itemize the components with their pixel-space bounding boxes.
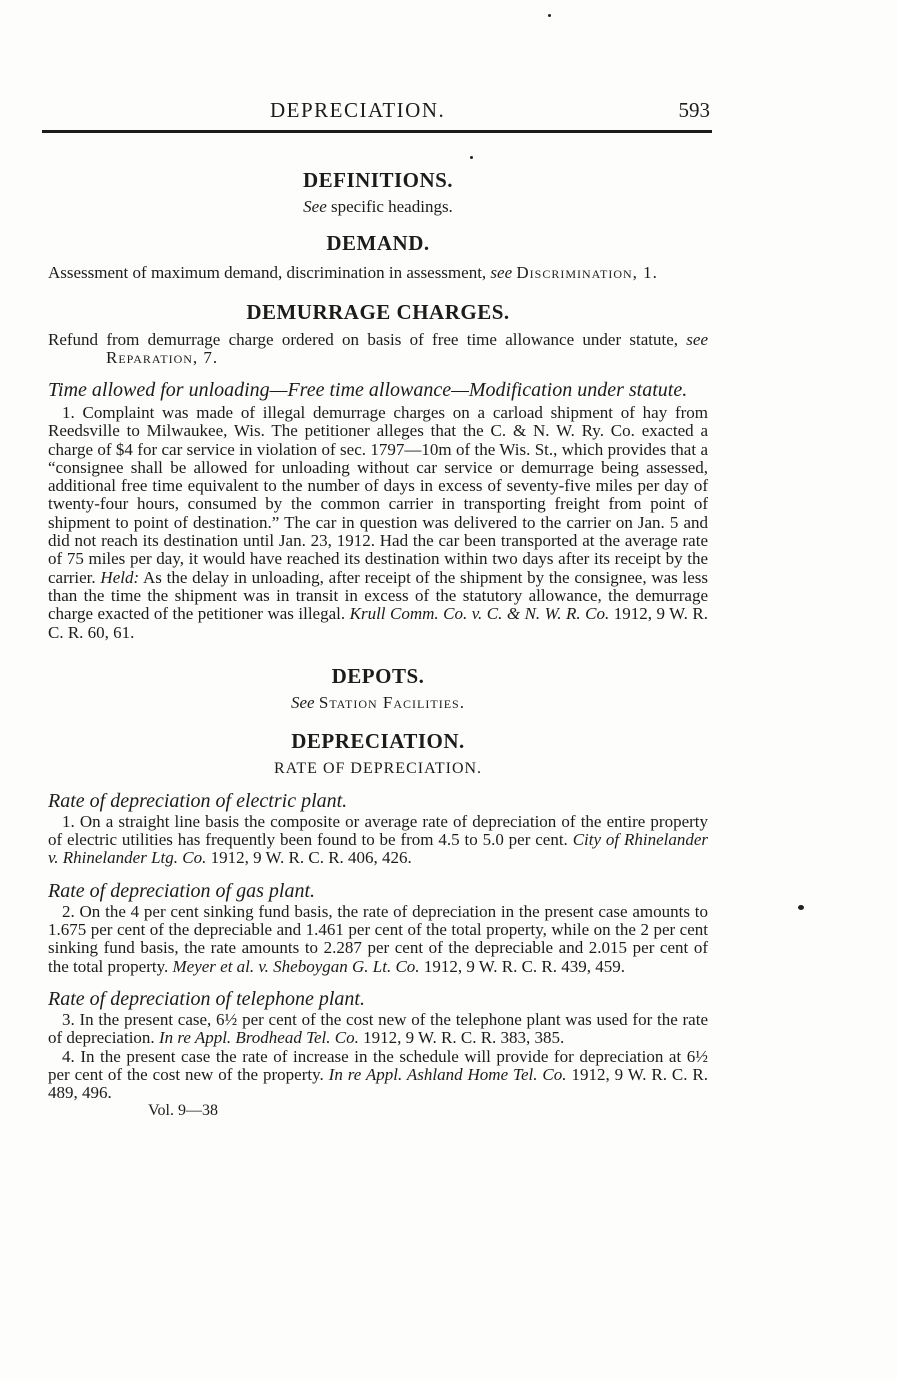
citation-reporter: 1912, 9 W. R. C. R. 406, 426.	[210, 848, 412, 868]
depots-heading: DEPOTS.	[331, 663, 425, 688]
held-text: As the delay in unloading, after receipt of the shipment by the consignee, was less than the time the shipment was in transit in excess of the statutory allowance, the demurrage charge exacted of the petitioner was illegal.	[48, 567, 709, 624]
depreciation-topic-telephone: Rate of depreciation of telephone plant.	[48, 987, 365, 1010]
demand-entry	[48, 264, 708, 282]
citation-case: Meyer et al. v. Sheboygan G. Lt. Co.	[172, 956, 420, 976]
demand-heading: DEMAND.	[326, 231, 430, 255]
depots-crossref-ref: Station Facilities.	[318, 692, 465, 712]
demurrage-paragraph-body: 1. Complaint was made of illegal demurrage charges on a carload shipment of hay from Reedsville to Milwaukee, Wis. The petitioner alleges that the C. & N. W. Ry. Co. exacted a charge of $4 for car service in violation of sec. 1797—10m of the Wis. St., which provides that a “consignee shall be allowed for unloading without car service or demurrage being assessed, additional free time equivalent to the number of days in excess of seventy-five miles per day of twenty-four hours, consumed by the common carrier in transporting freight from point of shipment to point of destination.” The car in question was delivered to the carrier on Jan. 5 and did not reach its destination until Jan. 23, 1912. Had the car been transported at the average rate of 75 miles per day, it would have reached its destination within two days after its receipt by the carrier.	[48, 403, 708, 587]
book-page	[48, 92, 708, 1120]
depreciation-paragraph-gas	[48, 903, 708, 976]
demurrage-heading: DEMURRAGE CHARGES.	[246, 300, 510, 324]
citation-case: In re Appl. Brodhead Tel. Co.	[158, 1028, 359, 1048]
depots-crossref	[48, 693, 708, 713]
depreciation-paragraph-telephone-3	[48, 1011, 708, 1048]
demurrage-refund-entry	[48, 331, 708, 367]
paragraph-body: 1. On a straight line basis the composite or average rate of depreciation of the entire property of electric utilities has frequently been found to be from 4.5 to 5.0 per cent.	[48, 811, 708, 850]
demurrage-crossref: Reparation, 7.	[106, 348, 219, 367]
page-number: 593	[678, 98, 710, 122]
depreciation-topic-gas: Rate of depreciation of gas plant.	[48, 879, 316, 902]
demurrage-topic: Time allowed for unloading—Free time allowance—Modification under statute.	[48, 379, 688, 401]
demurrage-refund-text: Refund from demurrage charge ordered on basis of free time allowance under statute,	[48, 330, 679, 349]
see-label: See	[303, 197, 327, 216]
running-head-title: DEPRECIATION.	[270, 98, 446, 122]
see-label: see	[686, 330, 709, 349]
citation-case: Krull Comm. Co. v. C. & N. W. R. Co.	[349, 604, 610, 624]
print-speck	[548, 14, 551, 17]
citation-reporter: 1912, 9 W. R. C. R. 60, 61.	[48, 604, 709, 642]
paragraph-body: 2. On the 4 per cent sinking fund basis, the rate of depreciation in the present case amounts to 1.675 per cent of the depreciable and 1.461 per cent of the total property, while on the 2 per cent sinking fund basis, the rate amounts to 2.287 per cent of the depreciable and 2.015 per cent of the total property.	[48, 901, 708, 976]
paragraph-body: 4. In the present case the rate of increase in the schedule will provide for depreciation at 6½ per cent of the cost new of the property.	[48, 1046, 708, 1084]
definitions-crossref-text: specific headings.	[331, 197, 453, 216]
citation-case: In re Appl. Ashland Home Tel. Co.	[328, 1064, 567, 1084]
citation-case: City of Rhinelander v. Rhinelander Ltg. Co.	[48, 830, 709, 868]
see-label: see	[490, 263, 513, 282]
depreciation-topic-electric: Rate of depreciation of electric plant.	[48, 789, 348, 812]
running-head	[48, 92, 708, 124]
volume-signature: Vol. 9—38	[148, 1102, 218, 1120]
depreciation-paragraph-telephone-4	[48, 1048, 708, 1103]
citation-reporter: 1912, 9 W. R. C. R. 383, 385.	[363, 1028, 565, 1048]
demand-crossref: Discrimination, 1.	[516, 263, 658, 282]
depreciation-subheading: RATE OF DEPRECIATION.	[273, 759, 483, 777]
depreciation-heading: DEPRECIATION.	[291, 728, 465, 753]
depreciation-paragraph-electric	[48, 813, 708, 868]
paragraph-body: 3. In the present case, 6½ per cent of the cost new of the telephone plant was used for the rate of depreciation.	[48, 1009, 708, 1048]
print-speck	[798, 905, 804, 910]
definitions-heading: DEFINITIONS.	[302, 168, 454, 192]
held-label: Held:	[100, 567, 140, 587]
see-label: See	[291, 692, 315, 712]
demand-entry-text: Assessment of maximum demand, discrimination in assessment,	[48, 263, 487, 282]
citation-reporter: 1912, 9 W. R. C. R. 439, 459.	[423, 956, 626, 976]
definitions-crossref	[48, 197, 708, 217]
citation-reporter: 1912, 9 W. R. C. R. 489, 496.	[48, 1064, 709, 1103]
demurrage-paragraph	[48, 404, 708, 642]
